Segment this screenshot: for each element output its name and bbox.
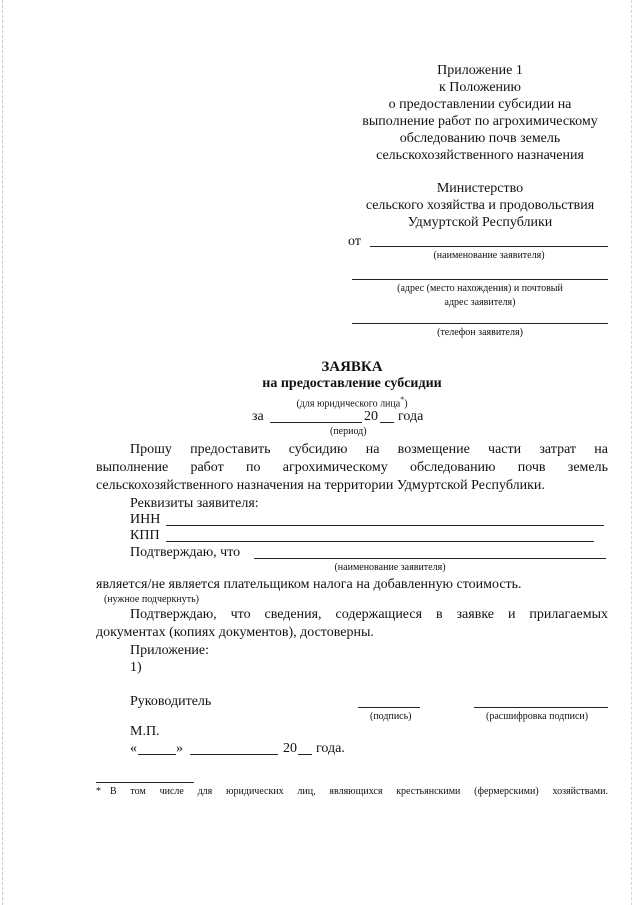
- scan-edge-right: [631, 0, 632, 905]
- appendix-line: о предоставлении субсидии на: [388, 97, 572, 112]
- attachment-item: 1): [130, 660, 142, 675]
- appendix-block: [330, 62, 630, 164]
- period-year-field[interactable]: [380, 422, 394, 423]
- kpp-label: КПП: [130, 528, 160, 543]
- footnote-ref: *: [400, 395, 405, 404]
- head-label: Руководитель: [130, 694, 212, 709]
- period-year-prefix: 20: [364, 409, 378, 424]
- period-caption: (период): [330, 426, 367, 437]
- signature-decode-caption: (расшифровка подписи): [486, 711, 589, 722]
- date-year-field[interactable]: [298, 754, 312, 755]
- addressee-line: Министерство: [436, 181, 524, 196]
- confirm-prefix: Подтверждаю, что: [130, 545, 241, 560]
- stamp-label: М.П.: [130, 724, 160, 739]
- signature-caption: (подпись): [370, 711, 412, 722]
- subtitle-text: (для юридического лица: [296, 398, 401, 410]
- confirm2-line: документах (копиях документов), достоверны.: [96, 625, 374, 640]
- title-subtitle: [96, 394, 608, 410]
- underline-note: (нужное подчеркнуть): [104, 594, 199, 605]
- footnote-separator: [96, 782, 194, 783]
- appendix-line: Приложение 1: [437, 63, 523, 78]
- request-line: Прошу предоставить субсидию на возмещение части затрат на: [130, 442, 608, 457]
- confirm2-line: Подтверждаю, что сведения, содержащиеся в заявке и прилагаемых: [130, 607, 608, 622]
- attachment-label: Приложение:: [130, 643, 210, 658]
- inn-field[interactable]: [166, 525, 604, 526]
- applicant-address-field[interactable]: [352, 279, 608, 280]
- addressee-line: Удмуртской Республики: [407, 215, 553, 230]
- page-subheading: на предоставление субсидии: [262, 376, 442, 391]
- appendix-line: выполнение работ по агрохимическому: [362, 114, 598, 129]
- scan-edge-left: [2, 0, 3, 905]
- date-open-quote: «: [130, 741, 137, 756]
- inn-label: ИНН: [130, 512, 161, 527]
- appendix-line: обследованию почв земель: [399, 131, 561, 146]
- request-line: сельскохозяйственного назначения на территории Удмуртской Республики.: [96, 478, 545, 493]
- from-label: от: [348, 234, 361, 249]
- period-year-word: года: [398, 409, 424, 424]
- appendix-line: к Положению: [438, 80, 521, 95]
- confirm-applicant-field[interactable]: [254, 558, 606, 559]
- date-close-quote: »: [176, 741, 183, 756]
- address-caption: [352, 282, 608, 310]
- date-month-field[interactable]: [190, 754, 278, 755]
- address-caption-line: адрес заявителя): [444, 297, 516, 308]
- date-year-prefix: 20: [283, 741, 297, 756]
- addressee-block: [330, 180, 630, 231]
- address-caption-line: (адрес (место нахождения) и почтовый: [397, 283, 563, 294]
- footnote-text: В том числе для юридических лиц, являющихся крестьянскими (фермерскими) хозяйствами.: [110, 786, 608, 797]
- vat-line: является/не является плательщиком налога на добавленную стоимость.: [96, 577, 522, 592]
- details-label: Реквизиты заявителя:: [130, 496, 259, 511]
- appendix-line: сельскохозяйственного назначения: [376, 148, 584, 163]
- page-title: ЗАЯВКА: [321, 359, 383, 375]
- subtitle-close: ): [404, 398, 408, 410]
- kpp-field[interactable]: [166, 541, 594, 542]
- applicant-name-field[interactable]: [370, 246, 608, 247]
- addressee-line: сельского хозяйства и продовольствия: [365, 198, 595, 213]
- signature-field[interactable]: [358, 707, 420, 708]
- signature-decode-field[interactable]: [474, 707, 608, 708]
- period-field[interactable]: [270, 422, 362, 423]
- request-line: выполнение работ по агрохимическому обследованию почв земель: [96, 460, 608, 475]
- date-year-word: года.: [316, 741, 345, 756]
- applicant-name-caption: (наименование заявителя): [433, 250, 545, 261]
- footnote-mark: *: [96, 786, 101, 797]
- period-prefix: за: [252, 409, 264, 424]
- confirm-caption: (наименование заявителя): [334, 562, 446, 573]
- phone-caption: (телефон заявителя): [437, 327, 523, 338]
- date-day-field[interactable]: [138, 754, 176, 755]
- applicant-phone-field[interactable]: [352, 323, 608, 324]
